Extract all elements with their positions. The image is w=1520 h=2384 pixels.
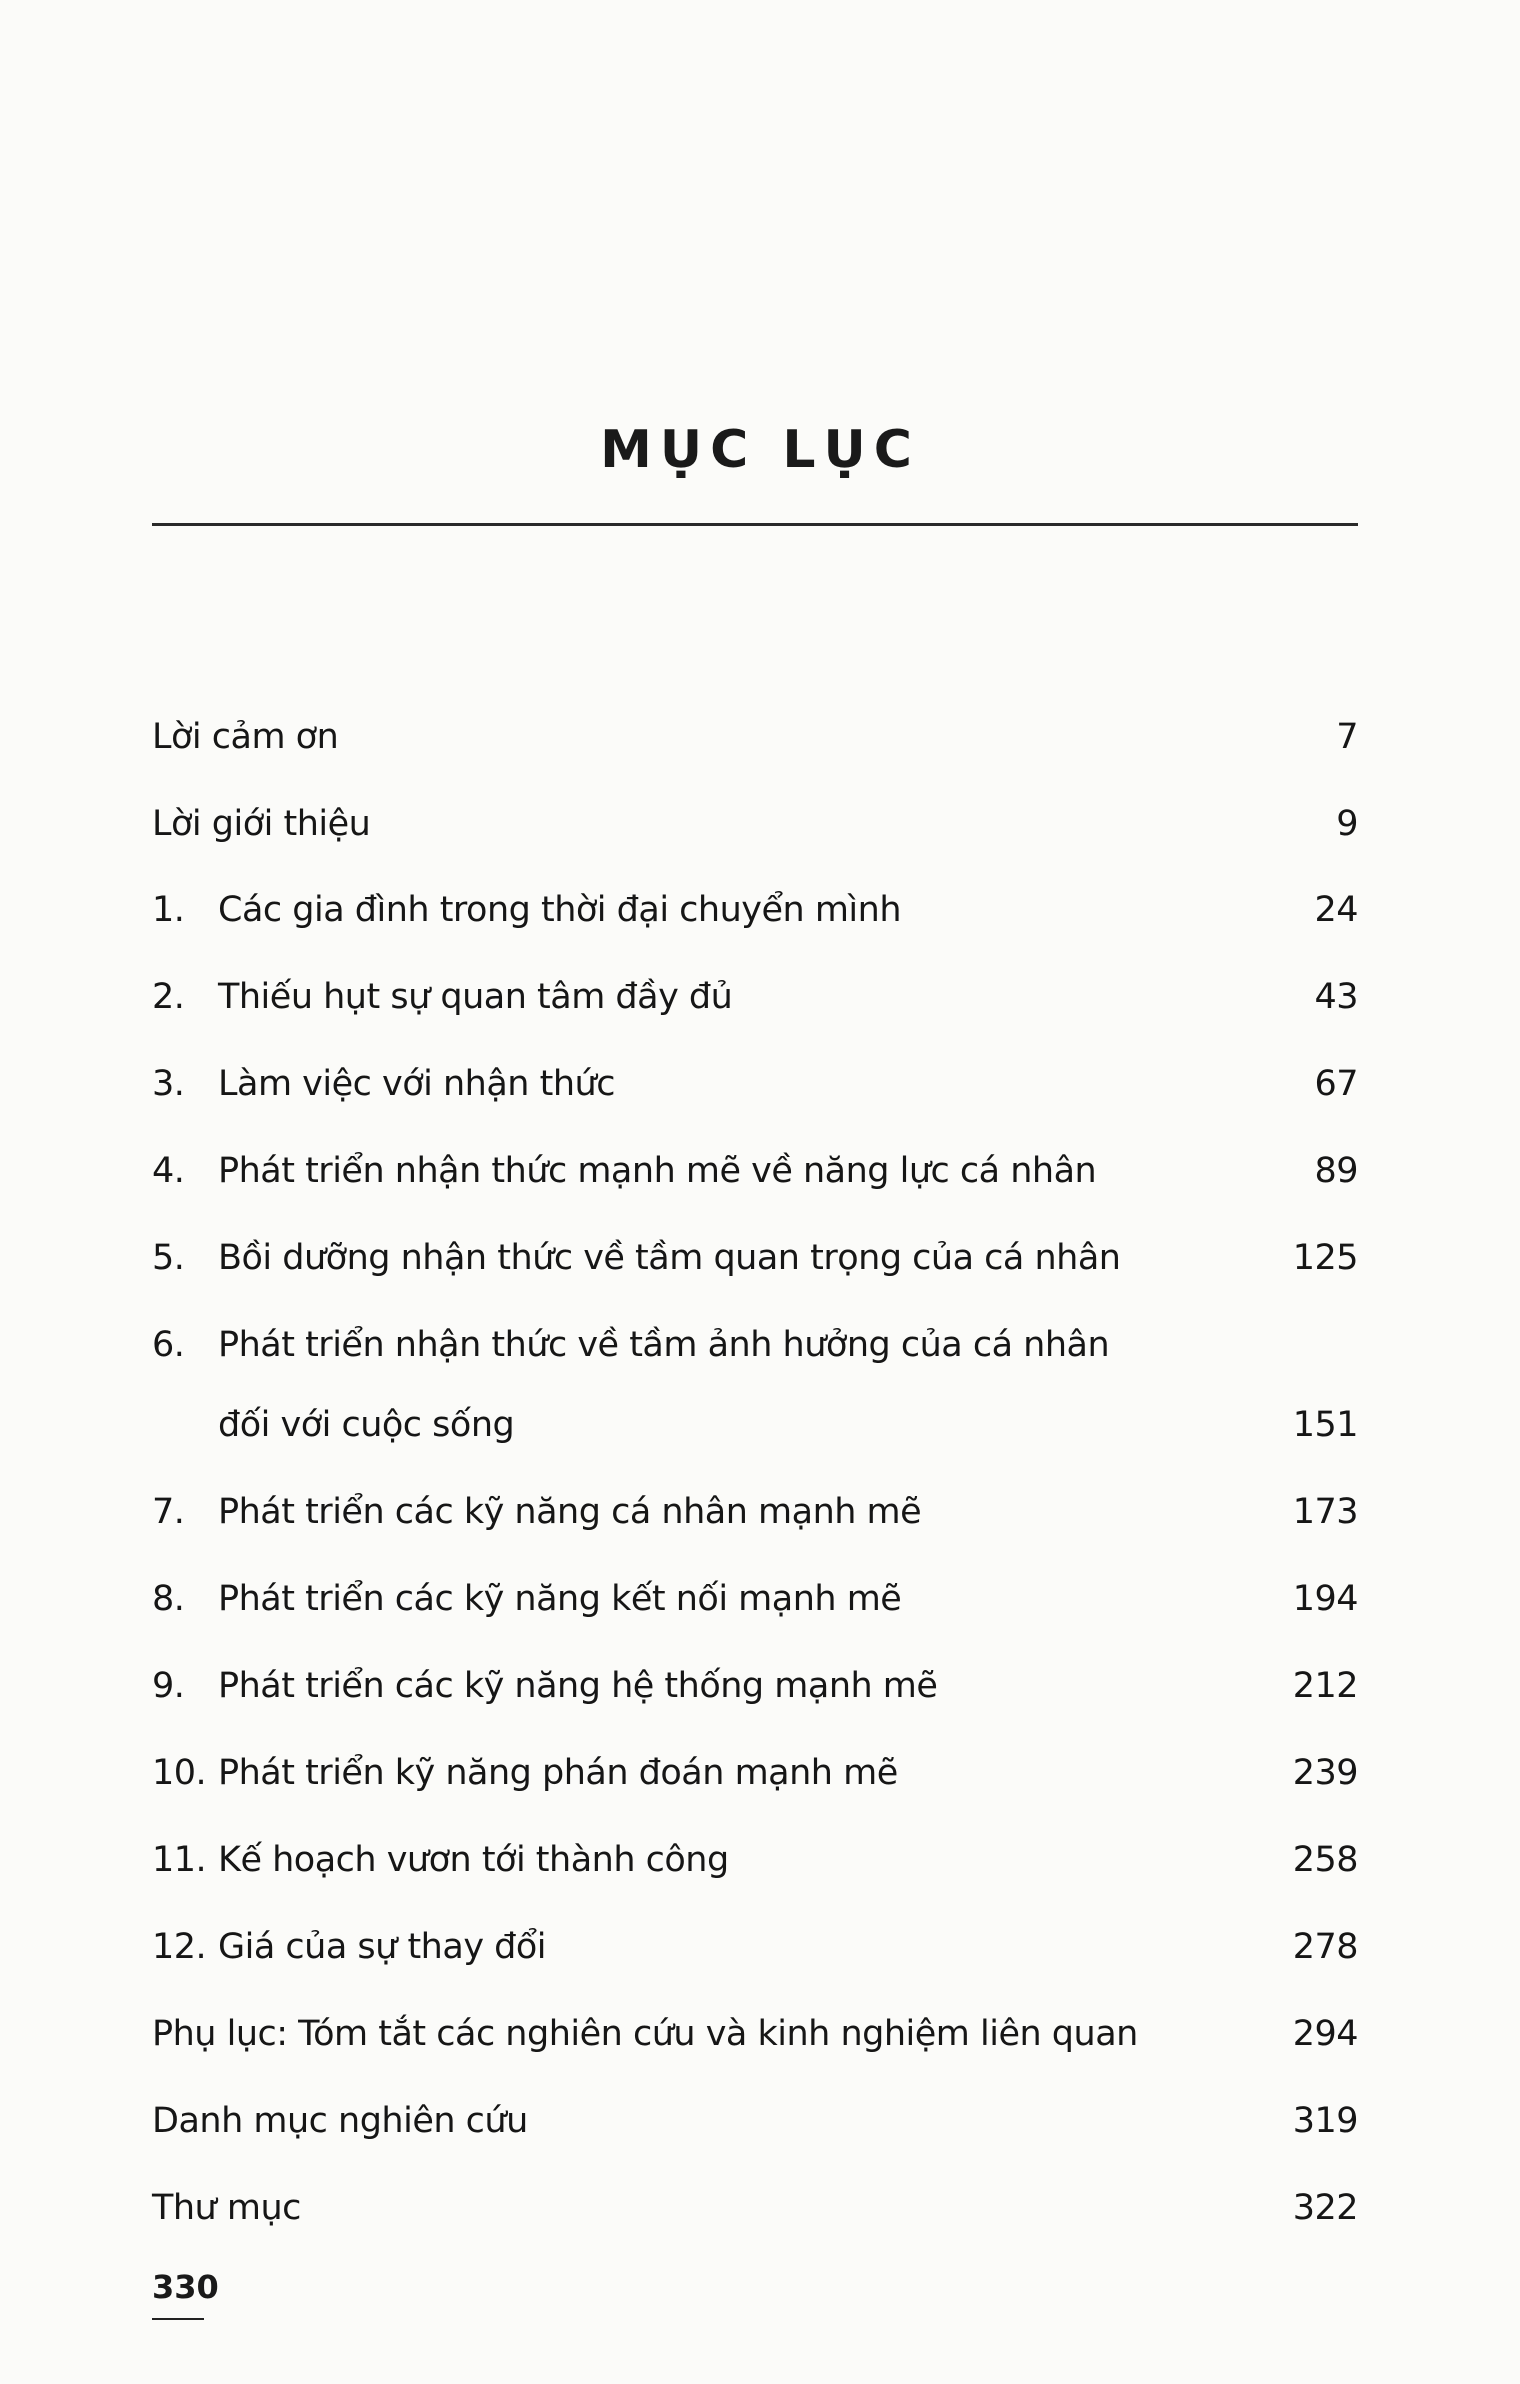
- toc-entry-number: 1.: [152, 890, 185, 930]
- toc-entry-title: Làm việc với nhận thức: [218, 1064, 615, 1104]
- toc-entry-page: 212: [1292, 1666, 1358, 1706]
- toc-entry-number: 3.: [152, 1064, 185, 1104]
- toc-entry-page: 67: [1314, 1064, 1358, 1104]
- toc-entry-title-continued: đối với cuộc sống: [218, 1405, 515, 1445]
- toc-entry-page: 24: [1314, 890, 1358, 930]
- toc-entry-number: 2.: [152, 977, 185, 1017]
- title-underline: [152, 523, 1358, 526]
- page-title: MỤC LỤC: [600, 420, 920, 480]
- toc-entry-page: 9: [1336, 804, 1358, 844]
- toc-entry-number: 10.: [152, 1753, 207, 1793]
- toc-entry-page: 294: [1292, 2014, 1358, 2054]
- toc-entry-page: 89: [1314, 1151, 1358, 1191]
- toc-entry-number: 6.: [152, 1325, 185, 1365]
- toc-entry-title: Bồi dưỡng nhận thức về tầm quan trọng của cá nhân: [218, 1238, 1121, 1278]
- show-through-texture: [150, 215, 1380, 265]
- toc-entry-page: 322: [1292, 2188, 1358, 2228]
- toc-entry-title: Danh mục nghiên cứu: [152, 2101, 528, 2141]
- toc-entry-title: Phát triển nhận thức mạnh mẽ về năng lực cá nhân: [218, 1151, 1097, 1191]
- toc-entry-page: 319: [1292, 2101, 1358, 2141]
- toc-entry-title: Thiếu hụt sự quan tâm đầy đủ: [218, 977, 733, 1017]
- toc-entry-number: 4.: [152, 1151, 185, 1191]
- toc-entry-page: 151: [1292, 1405, 1358, 1445]
- toc-entry-title: Thư mục: [152, 2188, 301, 2228]
- toc-entry-number: 7.: [152, 1492, 185, 1532]
- toc-entry-title: Phát triển các kỹ năng kết nối mạnh mẽ: [218, 1579, 902, 1619]
- toc-entry-page: 7: [1336, 717, 1358, 757]
- toc-entry-page: 194: [1292, 1579, 1358, 1619]
- page-number-underline: [152, 2318, 204, 2320]
- toc-entry-page: 239: [1292, 1753, 1358, 1793]
- toc-entry-page: 278: [1292, 1927, 1358, 1967]
- toc-entry-title: Giá của sự thay đổi: [218, 1927, 547, 1967]
- toc-entry-title: Lời giới thiệu: [152, 804, 371, 844]
- toc-entry-title: Phát triển nhận thức về tầm ảnh hưởng của cá nhân: [218, 1325, 1110, 1365]
- toc-entry-number: 8.: [152, 1579, 185, 1619]
- toc-entry-title: Kế hoạch vươn tới thành công: [218, 1840, 729, 1880]
- toc-entry-page: 258: [1292, 1840, 1358, 1880]
- toc-entry-number: 11.: [152, 1840, 207, 1880]
- toc-entry-title: Phát triển kỹ năng phán đoán mạnh mẽ: [218, 1753, 898, 1793]
- toc-entry-number: 12.: [152, 1927, 207, 1967]
- page-number: 330: [152, 2268, 219, 2306]
- toc-entry-number: 9.: [152, 1666, 185, 1706]
- toc-entry-title: Phát triển các kỹ năng hệ thống mạnh mẽ: [218, 1666, 938, 1706]
- toc-entry-page: 43: [1314, 977, 1358, 1017]
- toc-entry-title: Phụ lục: Tóm tắt các nghiên cứu và kinh nghiệm liên quan: [152, 2014, 1138, 2054]
- toc-entry-number: 5.: [152, 1238, 185, 1278]
- toc-entry-title: Phát triển các kỹ năng cá nhân mạnh mẽ: [218, 1492, 922, 1532]
- toc-entry-page: 173: [1292, 1492, 1358, 1532]
- toc-entry-page: 125: [1292, 1238, 1358, 1278]
- toc-entry-title: Lời cảm ơn: [152, 717, 339, 757]
- toc-entry-title: Các gia đình trong thời đại chuyển mình: [218, 890, 902, 930]
